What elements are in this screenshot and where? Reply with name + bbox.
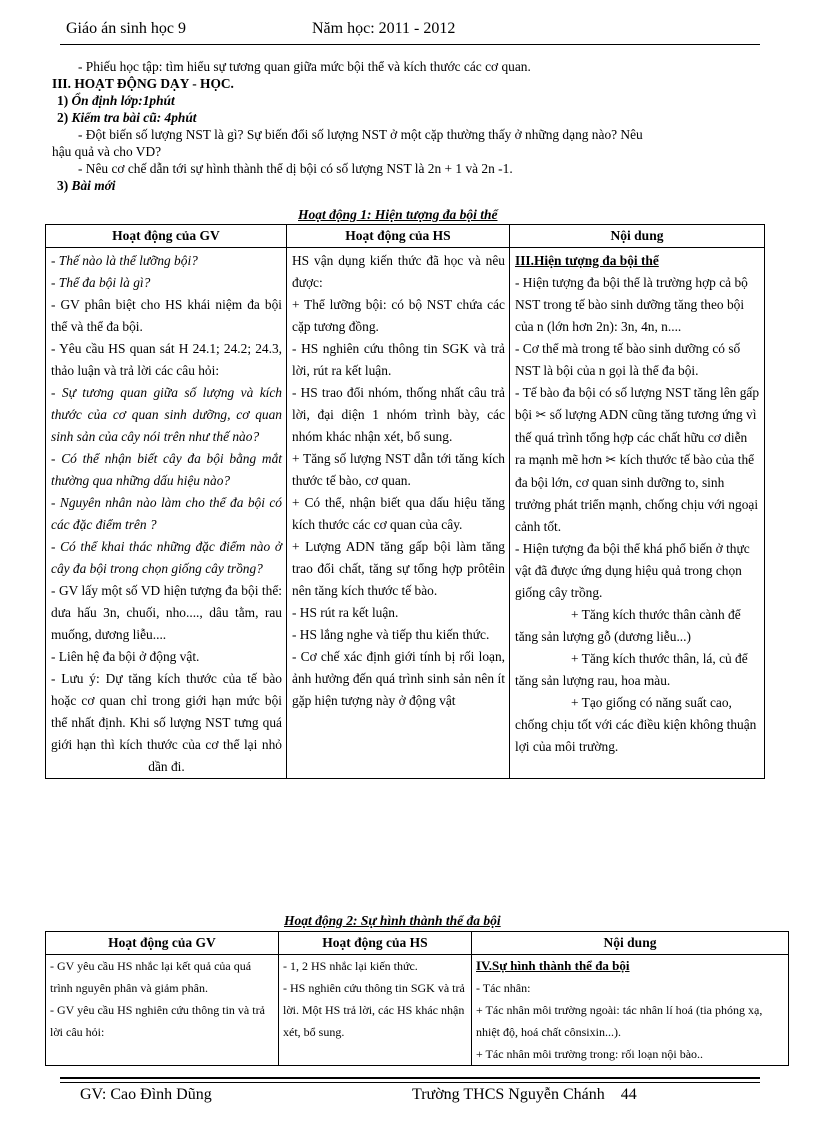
step-1-text: Ổn định lớp:1phút (71, 93, 175, 108)
student-item: + Thể lưỡng bội: có bộ NST chứa các cặp tương đồng. (292, 297, 505, 334)
section-title: III. HOẠT ĐỘNG DẠY - HỌC. (52, 76, 234, 91)
activity-1-teacher-cell (46, 248, 287, 779)
review-question-2: - Nêu cơ chế dẫn tới sự hình thành thể dị bội có số lượng NST là 2n + 1 và 2n -1. (78, 161, 513, 176)
activity-2-header-row (46, 932, 789, 955)
student-item: - HS rút ra kết luận. (292, 605, 399, 620)
footer-teacher: GV: Cao Đình Dũng (80, 1086, 212, 1103)
content-text: - Tế bào đa bội có số lượng NST tăng lên gấp bội (515, 385, 760, 422)
student-item: - HS nghiên cứu thông tin SGK và trả lời. Một HS trả lời, các HS khác nhận xét, bổ sung. (283, 981, 465, 1039)
teacher-item: - Thế nào là thể lưỡng bội? (51, 253, 198, 268)
content-item: + Tăng kích thước thân cành để tăng sản lượng gỗ (dương liễu...) (515, 607, 741, 644)
content-item: + Tác nhân môi trường ngoài: tác nhân lí hoá (tia phóng xạ, nhiệt độ, hoá chất cônsixin...). (476, 1003, 763, 1039)
content-text: kích thước tế bào của thể đa bội lớn, cơ quan sinh dưỡng to, sinh trưởng phát triển mạnh, chống chịu với ngoại cảnh tốt. (515, 452, 759, 534)
review-question-1a: - Đột biến số lượng NST là gì? Sự biến đổi số lượng NST ở một cặp thường thấy ở những dạng nào? Nêu (78, 127, 643, 142)
teacher-item: - Lưu ý: Dự tăng kích thước của tế bào hoặc cơ quan chỉ trong giới hạn mức bội thể nhất định. Khi số lượng NST tưng quá giới hạn thì kích thước của cơ thể lại nhỏ dần đi. (51, 671, 282, 774)
activity-1-header-row (46, 225, 765, 248)
activity-1-header-content: Nội dung (510, 225, 765, 248)
teacher-item: - GV yêu cầu HS nghiên cứu thông tin và trả lời câu hỏi: (50, 1003, 265, 1039)
scissors-arrow-icon: ✂ (535, 408, 547, 423)
step-2-text: Kiểm tra bài cũ: 4phút (71, 110, 197, 125)
student-item: + Tăng số lượng NST dẫn tới tăng kích thước tế bào, cơ quan. (292, 451, 505, 488)
header-subject: Giáo án sinh học 9 (66, 20, 186, 37)
activity-1-content-cell (510, 248, 765, 779)
content-item: - Tác nhân: (476, 981, 531, 995)
activity-2-header-gv: Hoạt động của GV (46, 932, 279, 955)
content-item-arrows (515, 382, 760, 538)
step-2 (52, 109, 792, 126)
activity-2-header-content: Nội dung (472, 932, 789, 955)
page-number: 44 (620, 1086, 637, 1103)
step-2-num: 2) (57, 110, 69, 125)
activity-2-teacher-cell (46, 955, 279, 1066)
student-item: - HS nghiên cứu thông tin SGK và trả lời, rút ra kết luận. (292, 341, 505, 378)
footer-rule-thin (60, 1082, 760, 1083)
scissors-arrow-icon: ✂ (605, 453, 617, 468)
step-3-text: Bài mới (71, 178, 116, 193)
activity-2-content-title: IV.Sự hình thành thể đa bội (476, 958, 630, 973)
teacher-item: - GV yêu cầu HS nhắc lại kết quả của quá trình nguyên phân và giảm phân. (50, 959, 252, 995)
teacher-item: - Liên hệ đa bội ở động vật. (51, 649, 200, 664)
activity-2-content-cell (472, 955, 789, 1066)
activity-2-table (45, 931, 789, 1066)
activity-1-content-title: III.Hiện tượng đa bội thể (515, 253, 659, 268)
teacher-item: - Nguyên nhân nào làm cho thể đa bội có các đặc điểm trên ? (51, 495, 282, 532)
student-item: - HS lắng nghe và tiếp thu kiến thức. (292, 627, 490, 642)
teacher-item: - GV lấy một số VD hiện tượng đa bội thể: dưa hấu 3n, chuối, nho...., dâu tằm, rau muống, dương liễu.... (51, 583, 282, 642)
student-item: - Cơ chế xác định giới tính bị rối loạn, ảnh hưởng đến quá trình sinh sản nên ít gặp hiện tượng này ở động vật (292, 649, 505, 708)
activity-2-body-row (46, 955, 789, 1066)
activity-1-table (45, 224, 765, 779)
footer-school (412, 1086, 637, 1104)
teacher-item: - Thể đa bội là gì? (51, 275, 151, 290)
header-rule (60, 44, 760, 45)
activity-1-title: Hoạt động 1: Hiện tượng đa bội thể (298, 207, 498, 222)
activity-2-header-hs: Hoạt động của HS (279, 932, 472, 955)
header-school-year: Năm học: 2011 - 2012 (312, 20, 456, 37)
content-item: + Tạo giống có năng suất cao, chống chịu tốt với các điều kiện không thuận lợi của môi trường. (515, 695, 757, 754)
teacher-item: - Có thể khai thác những đặc điểm nào ở cây đa bội trong chọn giống cây trồng? (51, 539, 282, 576)
lesson-intro (52, 58, 792, 194)
teacher-item: - GV phân biệt cho HS khái niệm đa bội thể và thể đa bội. (51, 297, 282, 334)
content-item: - Cơ thể mà trong tế bào sinh dưỡng có số NST là bội của n gọi là thể đa bội. (515, 341, 741, 378)
content-item: + Tác nhân môi trường trong: rối loạn nội bào.. (476, 1047, 704, 1061)
activity-2-student-cell (279, 955, 472, 1066)
activity-1-student-cell (287, 248, 510, 779)
activity-1-header-gv: Hoạt động của GV (46, 225, 287, 248)
teacher-item: - Có thể nhận biết cây đa bội bằng mắt thường qua những dấu hiệu nào? (51, 451, 282, 488)
student-item: - HS trao đổi nhóm, thống nhất câu trả lời, đại diện 1 nhóm trình bày, các nhóm khác nhận xét, bổ sung. (292, 385, 505, 444)
step-1-num: 1) (57, 93, 69, 108)
step-3 (52, 177, 792, 194)
footer-school-name: Trường THCS Nguyễn Chánh (412, 1086, 605, 1103)
student-item: + Lượng ADN tăng gấp bội làm tăng trao đổi chất, tăng sự tổng hợp prôtêin nên tăng kích thước tế bào. (292, 539, 505, 598)
content-text: số lượng ADN cũng tăng tương ứng vì thế quá trình tổng hợp các chất hữu cơ diễn ra mạnh mẽ hơn (515, 407, 757, 467)
review-question-1b: hậu quả và cho VD? (52, 144, 162, 159)
activity-1-header-hs: Hoạt động của HS (287, 225, 510, 248)
step-1 (52, 92, 792, 109)
worksheet-note: - Phiếu học tập: tìm hiểu sự tương quan giữa mức bội thể và kích thước các cơ quan. (78, 59, 531, 74)
step-3-num: 3) (57, 178, 69, 193)
student-item: - 1, 2 HS nhắc lại kiến thức. (283, 959, 418, 973)
activity-2-title: Hoạt động 2: Sự hình thành thể đa bội (284, 913, 501, 928)
content-item: - Hiện tượng đa bội thể khá phổ biến ở thực vật đã được ứng dụng hiệu quả trong chọn giống cây trồng. (515, 541, 750, 600)
teacher-item: - Sự tương quan giữa số lượng và kích thước của cơ quan sinh dưỡng, cơ quan sinh sản của cây nói trên như thế nào? (51, 385, 282, 444)
content-item: - Hiện tượng đa bội thể là trường hợp cả bộ NST trong tế bào sinh dưỡng tăng theo bội của n (lớn hơn 2n): 3n, 4n, n.... (515, 275, 748, 334)
footer-rule (60, 1077, 760, 1079)
activity-1-body-row (46, 248, 765, 779)
teacher-item: - Yêu cầu HS quan sát H 24.1; 24.2; 24.3, thảo luận và trả lời các câu hỏi: (51, 341, 282, 378)
content-item: + Tăng kích thước thân, lá, củ để tăng sản lượng rau, hoa màu. (515, 651, 748, 688)
student-item: + Có thể, nhận biết qua dấu hiệu tăng kích thước các cơ quan của cây. (292, 495, 505, 532)
student-item: HS vận dụng kiến thức đã học và nêu được: (292, 253, 505, 290)
